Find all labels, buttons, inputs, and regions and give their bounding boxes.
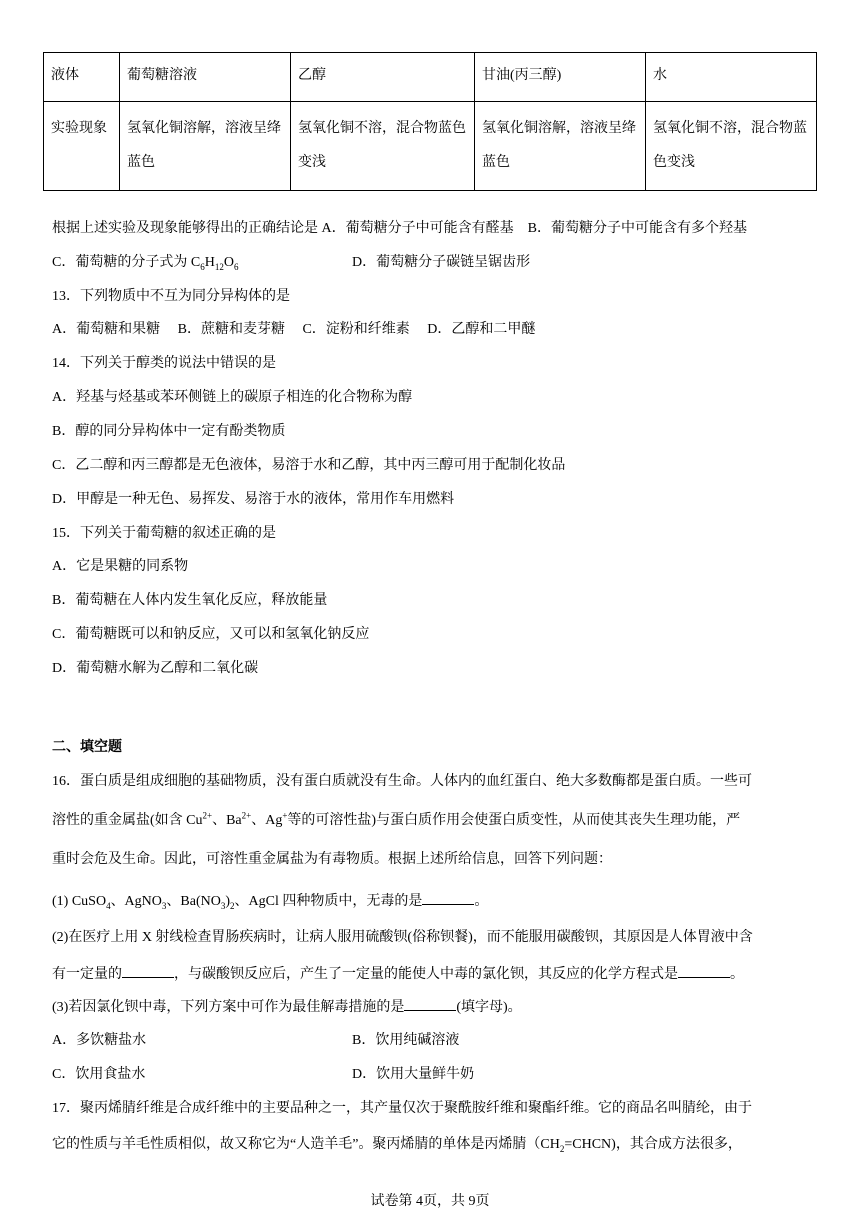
table-cell: 实验现象 — [44, 102, 120, 191]
page-footer: 试卷第 4页，共 9页 — [370, 1194, 490, 1209]
q15-option-c: C．葡萄糖既可以和钠反应，又可以和氢氧化钠反应 — [52, 627, 370, 642]
q16-part-3: (3)若因氯化钡中毒，下列方案中可作为最佳解毒措施的是 (填字母)。 — [52, 996, 522, 1018]
q16-option-b: B．饮用纯碱溶液 — [352, 1033, 460, 1048]
answer-blank[interactable] — [422, 890, 474, 905]
table-cell: 水 — [646, 53, 817, 102]
q16-part-1: (1) CuSO$_4$、AgNO$_3$、$Ba(NO_3)_2$、AgCl 四种物质中，无毒的是 。 — [52, 890, 488, 912]
q14-option-c: C．乙二醇和丙三醇都是无色液体，易溶于水和乙醇，其中丙三醇可用于配制化妆品 — [52, 458, 566, 473]
q14-option-d: D．甲醇是一种无色、易挥发、易溶于水的液体，常用作车用燃料 — [52, 492, 455, 507]
table-cell: 氢氧化铜溶解，溶液呈绛蓝色 — [120, 102, 291, 191]
q13-stem: 13．下列物质中不互为同分异构体的是 — [52, 289, 290, 304]
q16-option-a: A．多饮糖盐水 — [52, 1033, 147, 1048]
table-cell: 乙醇 — [291, 53, 475, 102]
q12-option-d: D．葡萄糖分子碳链呈锯齿形 — [352, 255, 531, 270]
q14-option-b: B．醇的同分异构体中一定有酚类物质 — [52, 424, 286, 439]
table-row — [44, 102, 817, 191]
q16-line-3: 重时会危及生命。因此，可溶性重金属盐为有毒物质。根据上述所给信息，回答下列问题： — [52, 852, 612, 867]
q16-line-1: 16．蛋白质是组成细胞的基础物质，没有蛋白质就没有生命。人体内的血红蛋白、绝大多数酶都是蛋白质。一些可 — [52, 774, 752, 789]
q16-option-c: C．饮用食盐水 — [52, 1067, 146, 1082]
q15-option-a: A．它是果糖的同系物 — [52, 559, 189, 574]
q13-options: A．葡萄糖和果糖 B．蔗糖和麦芽糖 C．淀粉和纤维素 D．乙醇和二甲醚 — [52, 322, 536, 337]
q15-option-d: D．葡萄糖水解为乙醇和二氧化碳 — [52, 661, 259, 676]
answer-blank[interactable] — [678, 963, 730, 978]
table-cell: 氢氧化铜不溶，混合物蓝色变浅 — [646, 102, 817, 191]
observation-table — [43, 52, 817, 191]
answer-blank[interactable] — [404, 996, 456, 1011]
q12-stem: 根据上述实验及现象能够得出的正确结论是 A．葡萄糖分子中可能含有醛基 B．葡萄糖分子中可能含有多个羟基 — [52, 221, 747, 236]
q17-line-2: 它的性质与羊毛性质相似，故又称它为“人造羊毛”。聚丙烯腈的单体是丙烯腈$(CH_2=CHCN)$，其合成方法很多， — [52, 1137, 742, 1154]
q16-part-2: (2)在医疗上用 X 射线检查胃肠疾病时，让病人服用硫酸钡(俗称钡餐)，而不能服用碳酸钡，其原因是人体胃液中含 — [52, 930, 753, 945]
q15-option-b: B．葡萄糖在人体内发生氧化反应，释放能量 — [52, 593, 328, 608]
answer-blank[interactable] — [122, 963, 174, 978]
section-heading: 二、填空题 — [52, 740, 122, 755]
q17-line-1: 17．聚丙烯腈纤维是合成纤维中的主要品种之一，其产量仅次于聚酰胺纤维和聚酯纤维。它的商品名叫腈纶，由于 — [52, 1101, 752, 1116]
table-row — [44, 53, 817, 102]
q16-part-2-cont: 有一定量的 ，与碳酸钡反应后，产生了一定量的能使人中毒的氯化钡，其反应的化学方程式是 。 — [52, 963, 744, 985]
q15-stem: 15．下列关于葡萄糖的叙述正确的是 — [52, 526, 276, 541]
table-cell: 甘油(丙三醇) — [475, 53, 646, 102]
q14-option-a: A．羟基与烃基或苯环侧链上的碳原子相连的化合物称为醇 — [52, 390, 413, 405]
table-cell: 液体 — [44, 53, 120, 102]
table-cell: 葡萄糖溶液 — [120, 53, 291, 102]
q16-line-2: 溶性的重金属盐(如含 $Cu^{2+}$、$Ba^{2+}$、Ag+等的可溶性盐)与蛋白质作用会使蛋白质变性，从而使其丧失生理功能，严 — [52, 810, 741, 828]
table-cell: 氢氧化铜不溶，混合物蓝色变浅 — [291, 102, 475, 191]
q12-option-c: C．葡萄糖的分子式为 $C_6H_{12}O_6$ — [52, 255, 239, 272]
table-cell: 氢氧化铜溶解，溶液呈绛蓝色 — [475, 102, 646, 191]
q16-option-d: D．饮用大量鲜牛奶 — [352, 1067, 475, 1082]
q14-stem: 14．下列关于醇类的说法中错误的是 — [52, 356, 276, 371]
